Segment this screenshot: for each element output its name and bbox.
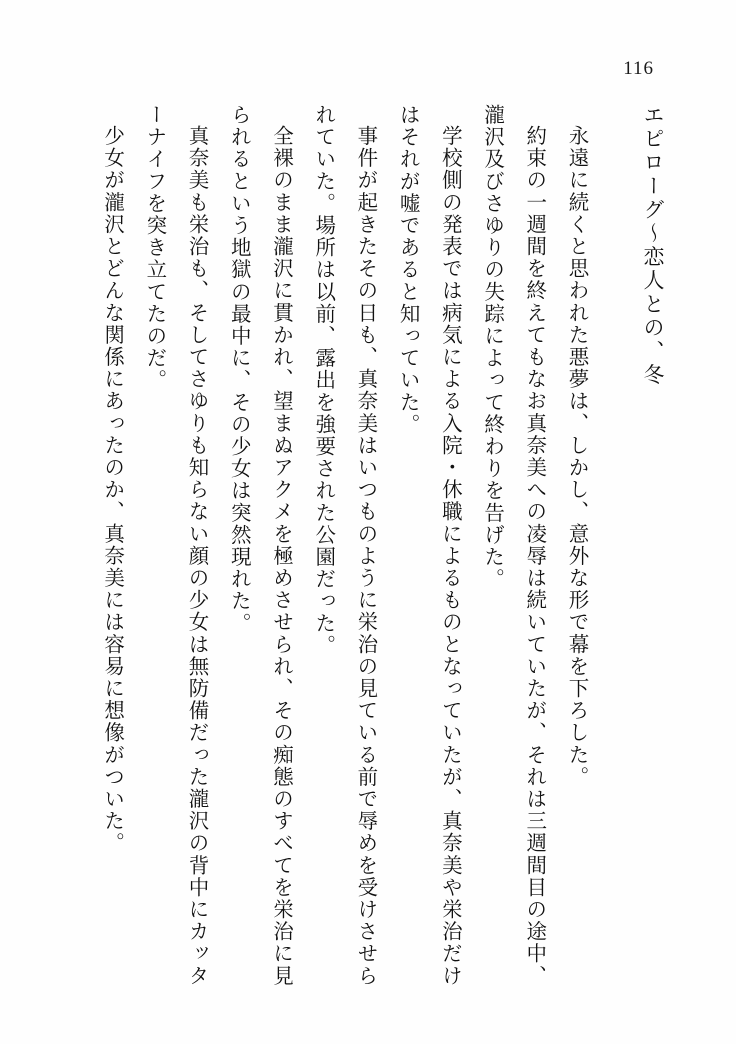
paragraph: 全裸のまま瀧沢に貫かれ、望まぬアクメを極めさせられ、その痴態のすべてを栄治に見られるという地獄の最中に、その少女は突然現れた。 [227,104,294,987]
paragraph: 永遠に続くと思われた悪夢は、しかし、意外な形で幕を下ろした。 [565,124,589,788]
paragraph: 少女が瀧沢とどんな関係にあったのか、真奈美には容易に想像がついた。 [100,124,125,854]
paragraph: 学校側の発表では病気による入院・休職によるものとなっていたが、真奈美や栄治だけはそれが嘘であると知っていた。 [396,104,463,987]
page-number: 116 [623,58,654,79]
chapter-title: エピローグ～恋人との、冬 [641,104,665,388]
paragraph: 事件が起きたその日も、真奈美はいつものように栄治の見ている前で辱めを受けさせられていた。場所は以前、露出を強要された公園だった。 [311,104,378,987]
paragraph: 真奈美も栄治も、そしてさゆりも知らない顔の少女は無防備だった瀧沢の背中にカッターナイフを突き立てたのだ。 [142,104,210,987]
page-text-body [78,104,674,1004]
paragraph: 約束の一週間を終えてもなお真奈美への凌辱は続いていたが、それは三週間目の途中、瀧沢及びさゆりの失踪によって終わりを告げた。 [480,104,547,987]
